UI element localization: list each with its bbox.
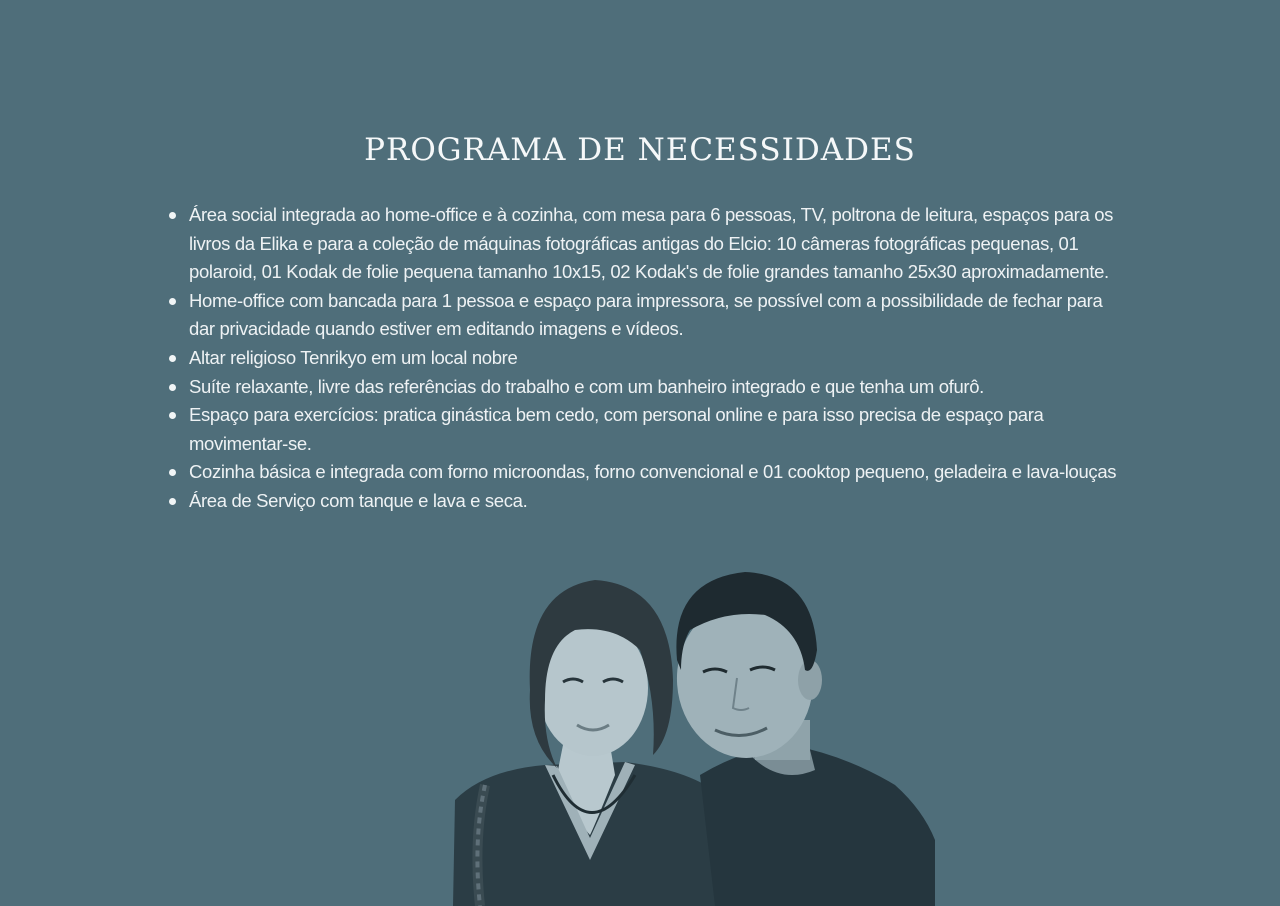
bullet-icon: [169, 355, 176, 362]
bullet-icon: [169, 498, 176, 505]
list-item: [168, 201, 1118, 287]
bullet-icon: [169, 212, 176, 219]
bullet-icon: [169, 469, 176, 476]
man-figure: [672, 572, 935, 906]
needs-list: [168, 201, 1118, 516]
list-item-text: Espaço para exercícios: pratica ginástica bem cedo, com personal online e para isso precisa de espaço para movimentar-se.: [189, 404, 1044, 454]
list-item-text: Área de Serviço com tanque e lava e seca.: [189, 489, 528, 511]
list-item: [168, 401, 1118, 458]
clients-photo: [445, 570, 940, 906]
bullet-icon: [169, 384, 176, 391]
list-item-text: Altar religioso Tenrikyo em um local nobre: [189, 346, 518, 368]
list-item-text: Área social integrada ao home-office e à cozinha, com mesa para 6 pessoas, TV, poltrona de leitura, espaços para os livros da Elika e para a coleção de máquinas fotográficas antigas do Elcio: 10 câmeras fotográficas pequenas, 01 polaroid, 01 Kodak de folie pequena tamanho 10x15, 02 Kodak's de folie grandes tamanho 25x30 aproximadamente.: [189, 204, 1114, 283]
list-item: [168, 287, 1118, 344]
list-item: [168, 344, 1118, 373]
list-item-text: Suíte relaxante, livre das referências do trabalho e com um banheiro integrado e que tenha um ofurô.: [189, 375, 984, 397]
bullet-icon: [169, 298, 176, 305]
list-item: [168, 487, 1118, 516]
list-item-text: Home-office com bancada para 1 pessoa e espaço para impressora, se possível com a possibilidade de fechar para dar privacidade quando estiver em editando imagens e vídeos.: [189, 289, 1103, 340]
list-item: [168, 373, 1118, 402]
bullet-icon: [169, 412, 176, 419]
list-item-text: Cozinha básica e integrada com forno microondas, forno convencional e 01 cooktop pequeno, geladeira e lava-louças: [189, 461, 1117, 483]
list-item: [168, 458, 1118, 487]
page-title: PROGRAMA DE NECESSIDADES: [364, 132, 916, 168]
